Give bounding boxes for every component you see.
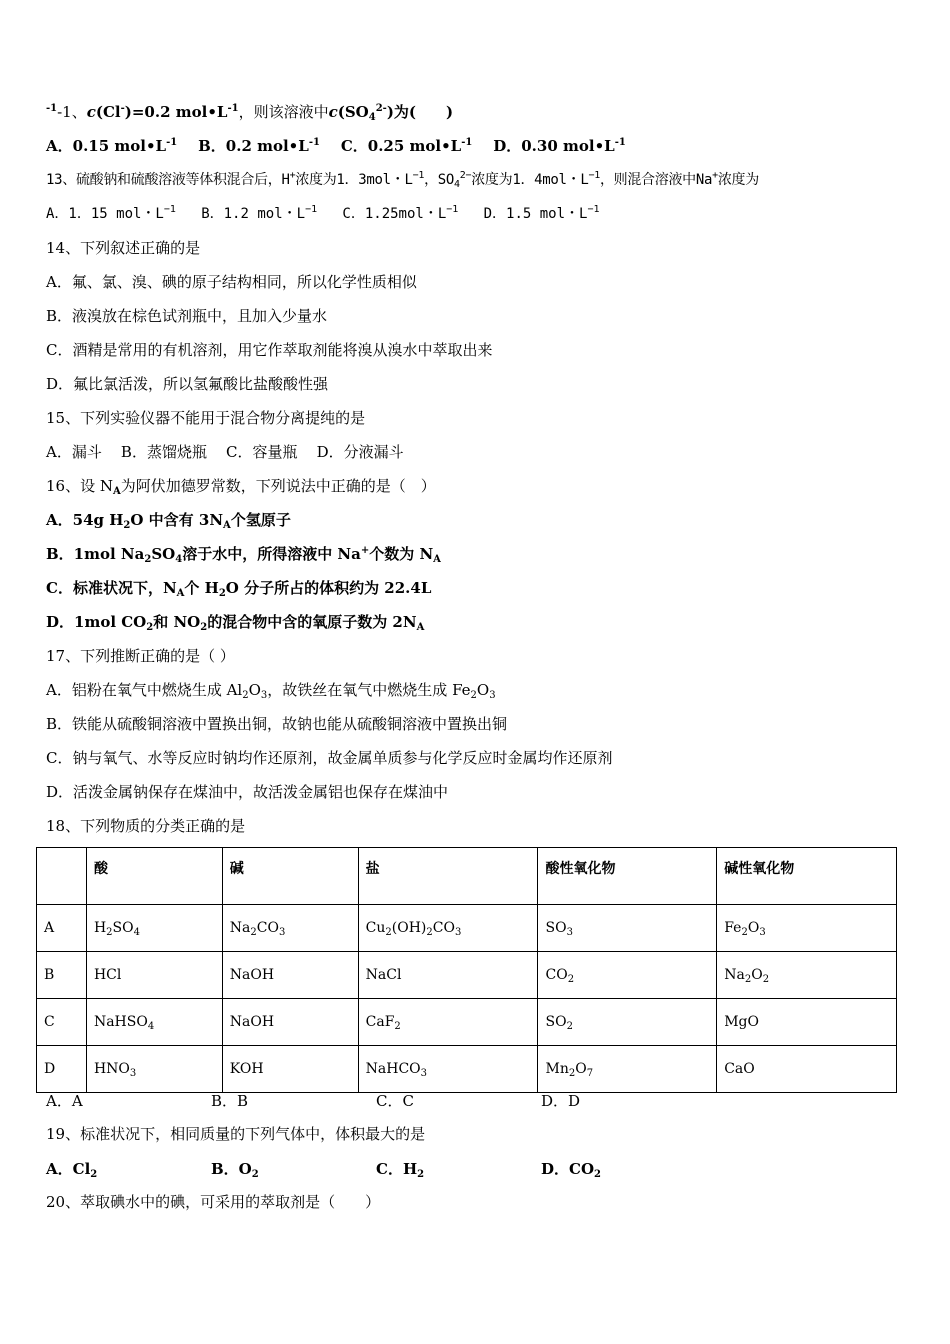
formula-text: Fe (724, 920, 742, 936)
formula-text: MgO (724, 1014, 759, 1030)
t: 为阿伏加德罗常数，下列说法中正确的是（ ） (120, 477, 436, 495)
q19-option-c (376, 1158, 424, 1179)
t: (Cl (95, 103, 121, 121)
q14-option-d: D．氟比氯活泼，所以氢氟酸比盐酸酸性强 (46, 375, 329, 393)
formula-text: CaF (365, 1014, 395, 1030)
formula-subscript: 2 (106, 927, 113, 938)
sub: 2 (144, 554, 152, 565)
sup: −1 (446, 204, 459, 215)
table-cell (86, 952, 222, 999)
q15-option-d: D．分液漏斗 (316, 443, 404, 461)
formula-subscript: 3 (566, 927, 573, 938)
q14-stem: 14、下列叙述正确的是 (46, 239, 201, 257)
formula-text: CO (545, 967, 568, 983)
q20-stem: 20、萃取碘水中的碘，可采用的萃取剂是（ ） (46, 1193, 381, 1211)
header-cell: 盐 (358, 848, 538, 905)
formula-subscript: 7 (586, 1068, 594, 1079)
formula-text: Cu (365, 920, 386, 936)
q18-answer-a: A．A (46, 1092, 83, 1110)
sup: −1 (588, 170, 600, 181)
t: 和 NO (153, 613, 201, 631)
t: 浓度为1．4mol・L (471, 172, 589, 188)
sub: A (176, 588, 185, 599)
t: A．1．15 mol・L (46, 206, 164, 222)
classification-table (36, 847, 897, 1093)
formula-text: O (575, 1061, 587, 1077)
sup: + (360, 545, 370, 556)
table-cell (86, 1046, 222, 1093)
formula-text: O (751, 967, 763, 983)
c-symbol: c (86, 103, 96, 121)
t: C．H (376, 1160, 418, 1178)
c-symbol: c (328, 103, 338, 121)
table-cell (538, 905, 717, 952)
sub: 2 (251, 1169, 259, 1180)
t: O (248, 681, 261, 699)
row-label: C (37, 999, 87, 1046)
t: 个氢原子 (230, 511, 291, 529)
q16-option-a (46, 510, 291, 530)
table-cell (717, 999, 897, 1046)
sup: - (120, 103, 125, 114)
q12-stem-tail (46, 102, 453, 122)
q13-option-b (201, 206, 317, 222)
table-cell (717, 952, 897, 999)
sub: 2 (123, 520, 131, 531)
row-label: B (37, 952, 87, 999)
formula-subscript: 2 (741, 927, 748, 938)
sub: 2 (470, 690, 477, 701)
t: D．CO (541, 1160, 595, 1178)
t: D．1.5 mol・L (483, 206, 588, 222)
table-cell (717, 1046, 897, 1093)
t: 的混合物中含的氧原子数为 2N (207, 613, 417, 631)
table-cell (358, 952, 538, 999)
formula-subscript: 4 (147, 1021, 155, 1032)
table-cell (538, 1046, 717, 1093)
t: B．1mol Na (46, 545, 145, 563)
formula-text: H (93, 920, 107, 936)
t: (SO (337, 103, 369, 121)
table-cell (358, 1046, 538, 1093)
table-cell (222, 905, 358, 952)
sup: −1 (163, 204, 176, 215)
t: ，则混合溶液中Na (599, 172, 713, 188)
header-cell (37, 848, 87, 905)
formula-text: CO (432, 920, 455, 936)
formula-text: Na (724, 967, 745, 983)
formula-subscript: 3 (420, 1068, 428, 1079)
q16-stem (46, 476, 436, 496)
q19-option-a (46, 1158, 97, 1179)
formula-text: (OH) (391, 920, 427, 936)
t: A．54g H (46, 511, 124, 529)
table-cell (538, 999, 717, 1046)
q14-option-a: A．氟、氯、溴、碘的原子结构相同，所以化学性质相似 (46, 273, 417, 291)
t: O (476, 681, 490, 699)
q19-option-d (541, 1158, 601, 1179)
table-cell (222, 1046, 358, 1093)
t: A．Cl (46, 1160, 91, 1178)
t: C．1.25mol・L (342, 206, 447, 222)
q13-option-c (342, 206, 458, 222)
t: A．铝粉在氧气中燃烧生成 Al (46, 681, 243, 699)
formula-subscript: 2 (567, 974, 575, 985)
t: D．1mol CO (46, 613, 147, 631)
sub: 3 (260, 690, 268, 701)
sup: -1 (461, 137, 473, 148)
t: ，则该溶液中 (238, 103, 329, 121)
q12-option-b (198, 136, 320, 156)
formula-subscript: 3 (454, 927, 462, 938)
sub: A (112, 486, 121, 497)
q13-option-d (484, 206, 600, 222)
q12-option-a (46, 136, 177, 156)
table-cell (86, 905, 222, 952)
table-cell (222, 952, 358, 999)
q16-option-d (46, 612, 424, 632)
q18-answer-c: C．C (376, 1092, 414, 1110)
sub: 2 (200, 622, 208, 633)
table-row (37, 999, 897, 1046)
q12-option-c (341, 136, 473, 156)
t: )为( ) (386, 103, 454, 121)
q16-option-c (46, 578, 431, 598)
formula-subscript: 2 (566, 1021, 573, 1032)
formula-subscript: 2 (385, 927, 392, 938)
t: 13、硫酸钠和硫酸溶液等体积混合后，H (46, 172, 290, 188)
table-row (37, 1046, 897, 1093)
t: C．0.25 mol•L (340, 137, 462, 155)
header-cell: 碱性氧化物 (717, 848, 897, 905)
q17-stem: 17、下列推断正确的是（ ） (46, 647, 235, 665)
formula-subscript: 2 (568, 1068, 576, 1079)
sup: + (289, 170, 296, 181)
q13-options (46, 204, 600, 224)
sub: 4 (175, 554, 183, 565)
formula-text: HCl (93, 967, 122, 983)
sub: 3 (489, 690, 496, 701)
formula-text: SO (545, 920, 567, 936)
formula-text: NaHCO (365, 1061, 421, 1077)
t: D．0.30 mol•L (493, 137, 615, 155)
t: B．O (211, 1160, 252, 1178)
table-cell (86, 999, 222, 1046)
q17-option-c: C．钠与氧气、水等反应时钠均作还原剂，故金属单质参与化学反应时金属均作还原剂 (46, 749, 613, 767)
formula-text: CO (256, 920, 279, 936)
formula-text: Mn (545, 1061, 569, 1077)
formula-subscript: 3 (759, 927, 766, 938)
formula-text: KOH (229, 1061, 264, 1077)
sub: 2 (417, 1169, 425, 1180)
sup: + (712, 170, 718, 181)
t: )=0.2 mol•L (124, 103, 228, 121)
formula-subscript: 2 (426, 927, 433, 938)
sup: -1 (227, 103, 239, 114)
table-cell (538, 952, 717, 999)
formula-text: O (747, 920, 760, 936)
formula-text: NaHSO (93, 1014, 148, 1030)
t: 个数为 N (369, 545, 434, 563)
header-cell: 酸性氧化物 (538, 848, 717, 905)
sup: -1 (166, 137, 178, 148)
header-cell: 碱 (222, 848, 358, 905)
sub: 2 (218, 588, 226, 599)
sub: A (416, 622, 425, 633)
q13-option-a (46, 206, 176, 222)
sub: 4 (368, 112, 376, 123)
q19-option-b (211, 1158, 259, 1179)
t: O 分子所占的体积约为 22.4L (225, 579, 432, 597)
formula-subscript: 2 (394, 1021, 401, 1032)
sub: 2 (594, 1169, 601, 1180)
q15-options (46, 442, 404, 462)
table-cell (717, 905, 897, 952)
sup: 2− (459, 170, 472, 181)
q15-option-c: C．容量瓶 (226, 443, 298, 461)
formula-text: Na (229, 920, 251, 936)
t: ，SO (424, 172, 455, 188)
t: SO (151, 545, 176, 563)
formula-text: SO (545, 1014, 567, 1030)
table-row (37, 952, 897, 999)
formula-subscript: 3 (278, 927, 286, 938)
formula-subscript: 3 (129, 1068, 137, 1079)
sub: 4 (454, 179, 460, 190)
row-label: A (37, 905, 87, 952)
formula-text: NaOH (229, 1014, 275, 1030)
q14-option-b: B．液溴放在棕色试剂瓶中，且加入少量水 (46, 307, 328, 325)
sup: −1 (412, 170, 425, 181)
q13-stem (46, 170, 759, 190)
q16-option-b (46, 544, 441, 564)
sub: 2 (242, 690, 249, 701)
sup: -1 (614, 137, 626, 148)
table-row (37, 905, 897, 952)
sup: −1 (305, 204, 318, 215)
formula-text: HNO (93, 1061, 130, 1077)
formula-subscript: 2 (744, 974, 752, 985)
formula-subscript: 2 (762, 974, 770, 985)
q15-option-a: A．漏斗 (46, 443, 102, 461)
q12-option-d (493, 136, 626, 156)
table-cell (222, 999, 358, 1046)
formula-subscript: 4 (133, 927, 140, 938)
sup: −1 (587, 204, 600, 215)
t: 溶于水中，所得溶液中 Na (182, 545, 361, 563)
q19-stem: 19、标准状况下，相同质量的下列气体中，体积最大的是 (46, 1125, 426, 1143)
q18-answer-d: D．D (541, 1092, 581, 1110)
sub: 2 (90, 1169, 98, 1180)
t: B．1.2 mol・L (201, 206, 306, 222)
t: ，故铁丝在氧气中燃烧生成 Fe (267, 681, 471, 699)
header-cell: 酸 (86, 848, 222, 905)
sub: A (223, 520, 231, 531)
table-body (37, 905, 897, 1093)
sub: 2 (146, 622, 154, 633)
sup: 2- (375, 103, 387, 114)
t: 16、设 N (46, 477, 113, 495)
t: B．0.2 mol•L (198, 137, 309, 155)
formula-subscript: 2 (250, 927, 257, 938)
t: A．0.15 mol•L (46, 137, 167, 155)
sub: A (433, 554, 441, 565)
formula-text: CaO (724, 1061, 755, 1077)
sup: -1 (46, 103, 58, 114)
q18-answer-b: B．B (211, 1092, 249, 1110)
sup: -1 (308, 137, 320, 148)
table-cell (358, 905, 538, 952)
t: O 中含有 3N (130, 511, 224, 529)
table-cell (358, 999, 538, 1046)
q14-option-c: C．酒精是常用的有机溶剂，用它作萃取剂能将溴从溴水中萃取出来 (46, 341, 493, 359)
row-label: D (37, 1046, 87, 1093)
q17-option-b: B．铁能从硫酸铜溶液中置换出铜，故钠也能从硫酸铜溶液中置换出铜 (46, 715, 508, 733)
q17-option-d: D．活泼金属钠保存在煤油中，故活泼金属铝也保存在煤油中 (46, 783, 449, 801)
t: 浓度为 (717, 172, 759, 188)
formula-text: SO (112, 920, 134, 936)
t: 个 H (184, 579, 219, 597)
table-header-row (37, 848, 897, 905)
t: C．标准状况下，N (46, 579, 177, 597)
formula-text: NaOH (229, 967, 275, 983)
q15-stem: 15、下列实验仪器不能用于混合物分离提纯的是 (46, 409, 366, 427)
q12-lead: -1、 (57, 103, 87, 121)
t: 浓度为1．3mol・L (295, 172, 413, 188)
formula-text: NaCl (365, 967, 402, 983)
q12-options (46, 136, 626, 156)
q18-stem: 18、下列物质的分类正确的是 (46, 817, 246, 835)
q15-option-b: B．蒸馏烧瓶 (120, 443, 207, 461)
q17-option-a (46, 680, 496, 700)
